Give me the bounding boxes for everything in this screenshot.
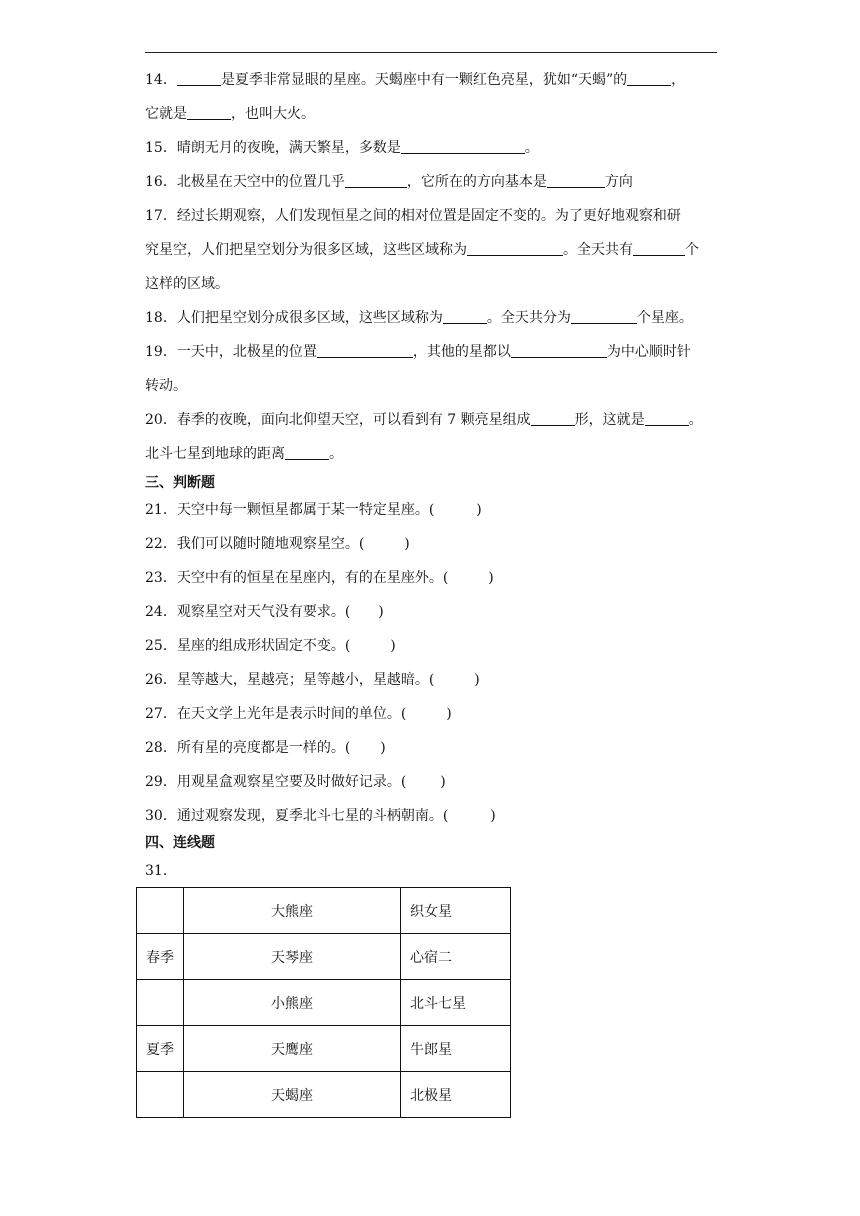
star-cell[interactable]: 牛郎星 bbox=[401, 1026, 511, 1072]
judge-question bbox=[145, 500, 482, 520]
question-text: 形，这就是 bbox=[574, 412, 645, 428]
question-text: 通过观察发现，夏季北斗七星的斗柄朝南。( bbox=[176, 808, 449, 824]
question-text: 在天文学上光年是表示时间的单位。( bbox=[176, 706, 407, 722]
question-text: 它就是 bbox=[145, 106, 187, 122]
question-number: 24． bbox=[145, 604, 177, 620]
question-text: 是夏季非常显眼的星座。天蝎座中有一颗红色亮星，犹如“天蝎”的 bbox=[220, 72, 628, 88]
question-number: 23． bbox=[145, 570, 177, 586]
question-text: ，其他的星都以 bbox=[412, 344, 511, 360]
closing-parenthesis: ) bbox=[404, 536, 410, 552]
closing-parenthesis: ) bbox=[446, 706, 452, 722]
question-text: 经过长期观察，人们发现恒星之间的相对位置是固定不变的。为了更好地观察和研 bbox=[176, 208, 681, 224]
question-number: 25． bbox=[145, 638, 177, 654]
question-text: 个 bbox=[685, 242, 699, 258]
answer-blank[interactable] bbox=[467, 241, 563, 256]
season-cell[interactable] bbox=[137, 1072, 184, 1118]
question-number: 27． bbox=[145, 706, 177, 722]
question-17-line-3 bbox=[145, 274, 229, 294]
question-text: 晴朗无月的夜晚，满天繁星，多数是 bbox=[176, 140, 401, 156]
answer-blank[interactable] bbox=[633, 241, 685, 256]
answer-blank[interactable] bbox=[177, 71, 221, 86]
question-text: 。全天共分为 bbox=[486, 310, 571, 326]
question-19-line-2 bbox=[145, 376, 187, 396]
answer-blank[interactable] bbox=[531, 411, 575, 426]
judge-question bbox=[145, 704, 452, 724]
question-number: 21． bbox=[145, 502, 177, 518]
question-16 bbox=[145, 172, 633, 192]
judge-question bbox=[145, 534, 410, 554]
closing-parenthesis: ) bbox=[490, 808, 496, 824]
table-row bbox=[137, 1026, 511, 1072]
constellation-cell[interactable]: 天蝎座 bbox=[184, 1072, 401, 1118]
question-15 bbox=[145, 138, 539, 158]
question-number: 17． bbox=[145, 208, 177, 224]
question-text: 所有星的亮度都是一样的。( bbox=[176, 740, 351, 756]
question-number: 26． bbox=[145, 672, 177, 688]
question-text: 。 bbox=[329, 446, 343, 462]
table-row bbox=[137, 980, 511, 1026]
answer-blank[interactable] bbox=[511, 343, 607, 358]
question-31-number: 31． bbox=[145, 863, 177, 879]
star-cell[interactable]: 北斗七星 bbox=[401, 980, 511, 1026]
constellation-cell[interactable]: 天琴座 bbox=[184, 934, 401, 980]
question-text: 我们可以随时随地观察星空。( bbox=[176, 536, 365, 552]
question-20-line-2 bbox=[145, 444, 343, 464]
question-17-line-1 bbox=[145, 206, 681, 226]
question-number: 14． bbox=[145, 72, 177, 88]
closing-parenthesis: ) bbox=[476, 502, 482, 518]
question-number: 30． bbox=[145, 808, 177, 824]
question-text: 星座的组成形状固定不变。( bbox=[176, 638, 351, 654]
closing-parenthesis: ) bbox=[488, 570, 494, 586]
question-text: 转动。 bbox=[145, 378, 187, 394]
closing-parenthesis: ) bbox=[380, 740, 386, 756]
question-text: 北斗七星到地球的距离 bbox=[145, 446, 285, 462]
closing-parenthesis: ) bbox=[378, 604, 384, 620]
question-number: 19． bbox=[145, 344, 177, 360]
season-cell[interactable] bbox=[137, 888, 184, 934]
judge-question bbox=[145, 568, 494, 588]
question-number: 22． bbox=[145, 536, 177, 552]
question-text: 北极星在天空中的位置几乎 bbox=[176, 174, 345, 190]
season-cell[interactable]: 春季 bbox=[137, 934, 184, 980]
question-text: 天空中每一颗恒星都属于某一特定星座。( bbox=[176, 502, 435, 518]
header-rule bbox=[145, 52, 717, 53]
constellation-cell[interactable]: 小熊座 bbox=[184, 980, 401, 1026]
question-14-line-2 bbox=[145, 104, 315, 124]
judge-question bbox=[145, 806, 496, 826]
question-text: 春季的夜晚，面向北仰望天空，可以看到有 7 颗亮星组成 bbox=[176, 412, 531, 428]
question-text: ，它所在的方向基本是 bbox=[406, 174, 547, 190]
question-text: 。全天共有 bbox=[563, 242, 633, 258]
answer-blank[interactable] bbox=[285, 445, 329, 460]
question-text: 。 bbox=[524, 140, 539, 156]
question-text: 一天中，北极星的位置 bbox=[176, 344, 317, 360]
matching-table bbox=[136, 887, 511, 1118]
answer-blank[interactable] bbox=[443, 309, 487, 324]
answer-blank[interactable] bbox=[627, 71, 671, 86]
question-20-line-1 bbox=[145, 410, 703, 430]
question-text: 这样的区域。 bbox=[145, 276, 229, 292]
closing-parenthesis: ) bbox=[390, 638, 396, 654]
table-row bbox=[137, 1072, 511, 1118]
question-number: 15． bbox=[145, 140, 177, 156]
judge-question bbox=[145, 670, 480, 690]
answer-blank[interactable] bbox=[571, 309, 637, 324]
answer-blank[interactable] bbox=[401, 139, 525, 154]
answer-blank[interactable] bbox=[317, 343, 413, 358]
closing-parenthesis: ) bbox=[440, 774, 446, 790]
question-18 bbox=[145, 308, 693, 328]
closing-parenthesis: ) bbox=[474, 672, 480, 688]
answer-blank[interactable] bbox=[547, 173, 605, 188]
question-number: 28． bbox=[145, 740, 177, 756]
question-text: 方向 bbox=[604, 174, 633, 190]
question-number: 18． bbox=[145, 310, 177, 326]
judge-question bbox=[145, 636, 396, 656]
question-number: 16． bbox=[145, 174, 177, 190]
question-text: 个星座。 bbox=[636, 310, 693, 326]
question-text: 人们把星空划分成很多区域，这些区域称为 bbox=[176, 310, 443, 326]
question-text: 星等越大，星越亮；星等越小，星越暗。( bbox=[176, 672, 435, 688]
star-cell[interactable]: 北极星 bbox=[401, 1072, 511, 1118]
season-cell[interactable]: 夏季 bbox=[137, 1026, 184, 1072]
question-text: 用观星盒观察星空要及时做好记录。( bbox=[176, 774, 407, 790]
judge-question bbox=[145, 772, 446, 792]
question-14-line-1 bbox=[145, 70, 685, 90]
answer-blank[interactable] bbox=[187, 105, 231, 120]
question-number: 20． bbox=[145, 412, 177, 428]
section-heading-match: 四、连线题 bbox=[145, 835, 215, 851]
table-row bbox=[137, 888, 511, 934]
star-cell[interactable]: 心宿二 bbox=[401, 934, 511, 980]
question-17-line-2 bbox=[145, 240, 699, 260]
question-text: ，也叫大火。 bbox=[231, 106, 315, 122]
star-cell[interactable]: 织女星 bbox=[401, 888, 511, 934]
question-number: 29． bbox=[145, 774, 177, 790]
question-text: ， bbox=[671, 72, 686, 88]
table-row bbox=[137, 934, 511, 980]
season-cell[interactable] bbox=[137, 980, 184, 1026]
constellation-cell[interactable]: 大熊座 bbox=[184, 888, 401, 934]
judge-question bbox=[145, 738, 386, 758]
question-text: 观察星空对天气没有要求。( bbox=[176, 604, 351, 620]
question-text: 。 bbox=[688, 412, 703, 428]
section-heading-judge: 三、判断题 bbox=[145, 475, 215, 491]
judge-question bbox=[145, 602, 384, 622]
question-text: 天空中有的恒星在星座内，有的在星座外。( bbox=[176, 570, 449, 586]
answer-blank[interactable] bbox=[645, 411, 689, 426]
question-text: 究星空，人们把星空划分为很多区域，这些区域称为 bbox=[145, 242, 467, 258]
question-19-line-1 bbox=[145, 342, 691, 362]
constellation-cell[interactable]: 天鹰座 bbox=[184, 1026, 401, 1072]
answer-blank[interactable] bbox=[345, 173, 407, 188]
question-text: 为中心顺时针 bbox=[606, 344, 691, 360]
